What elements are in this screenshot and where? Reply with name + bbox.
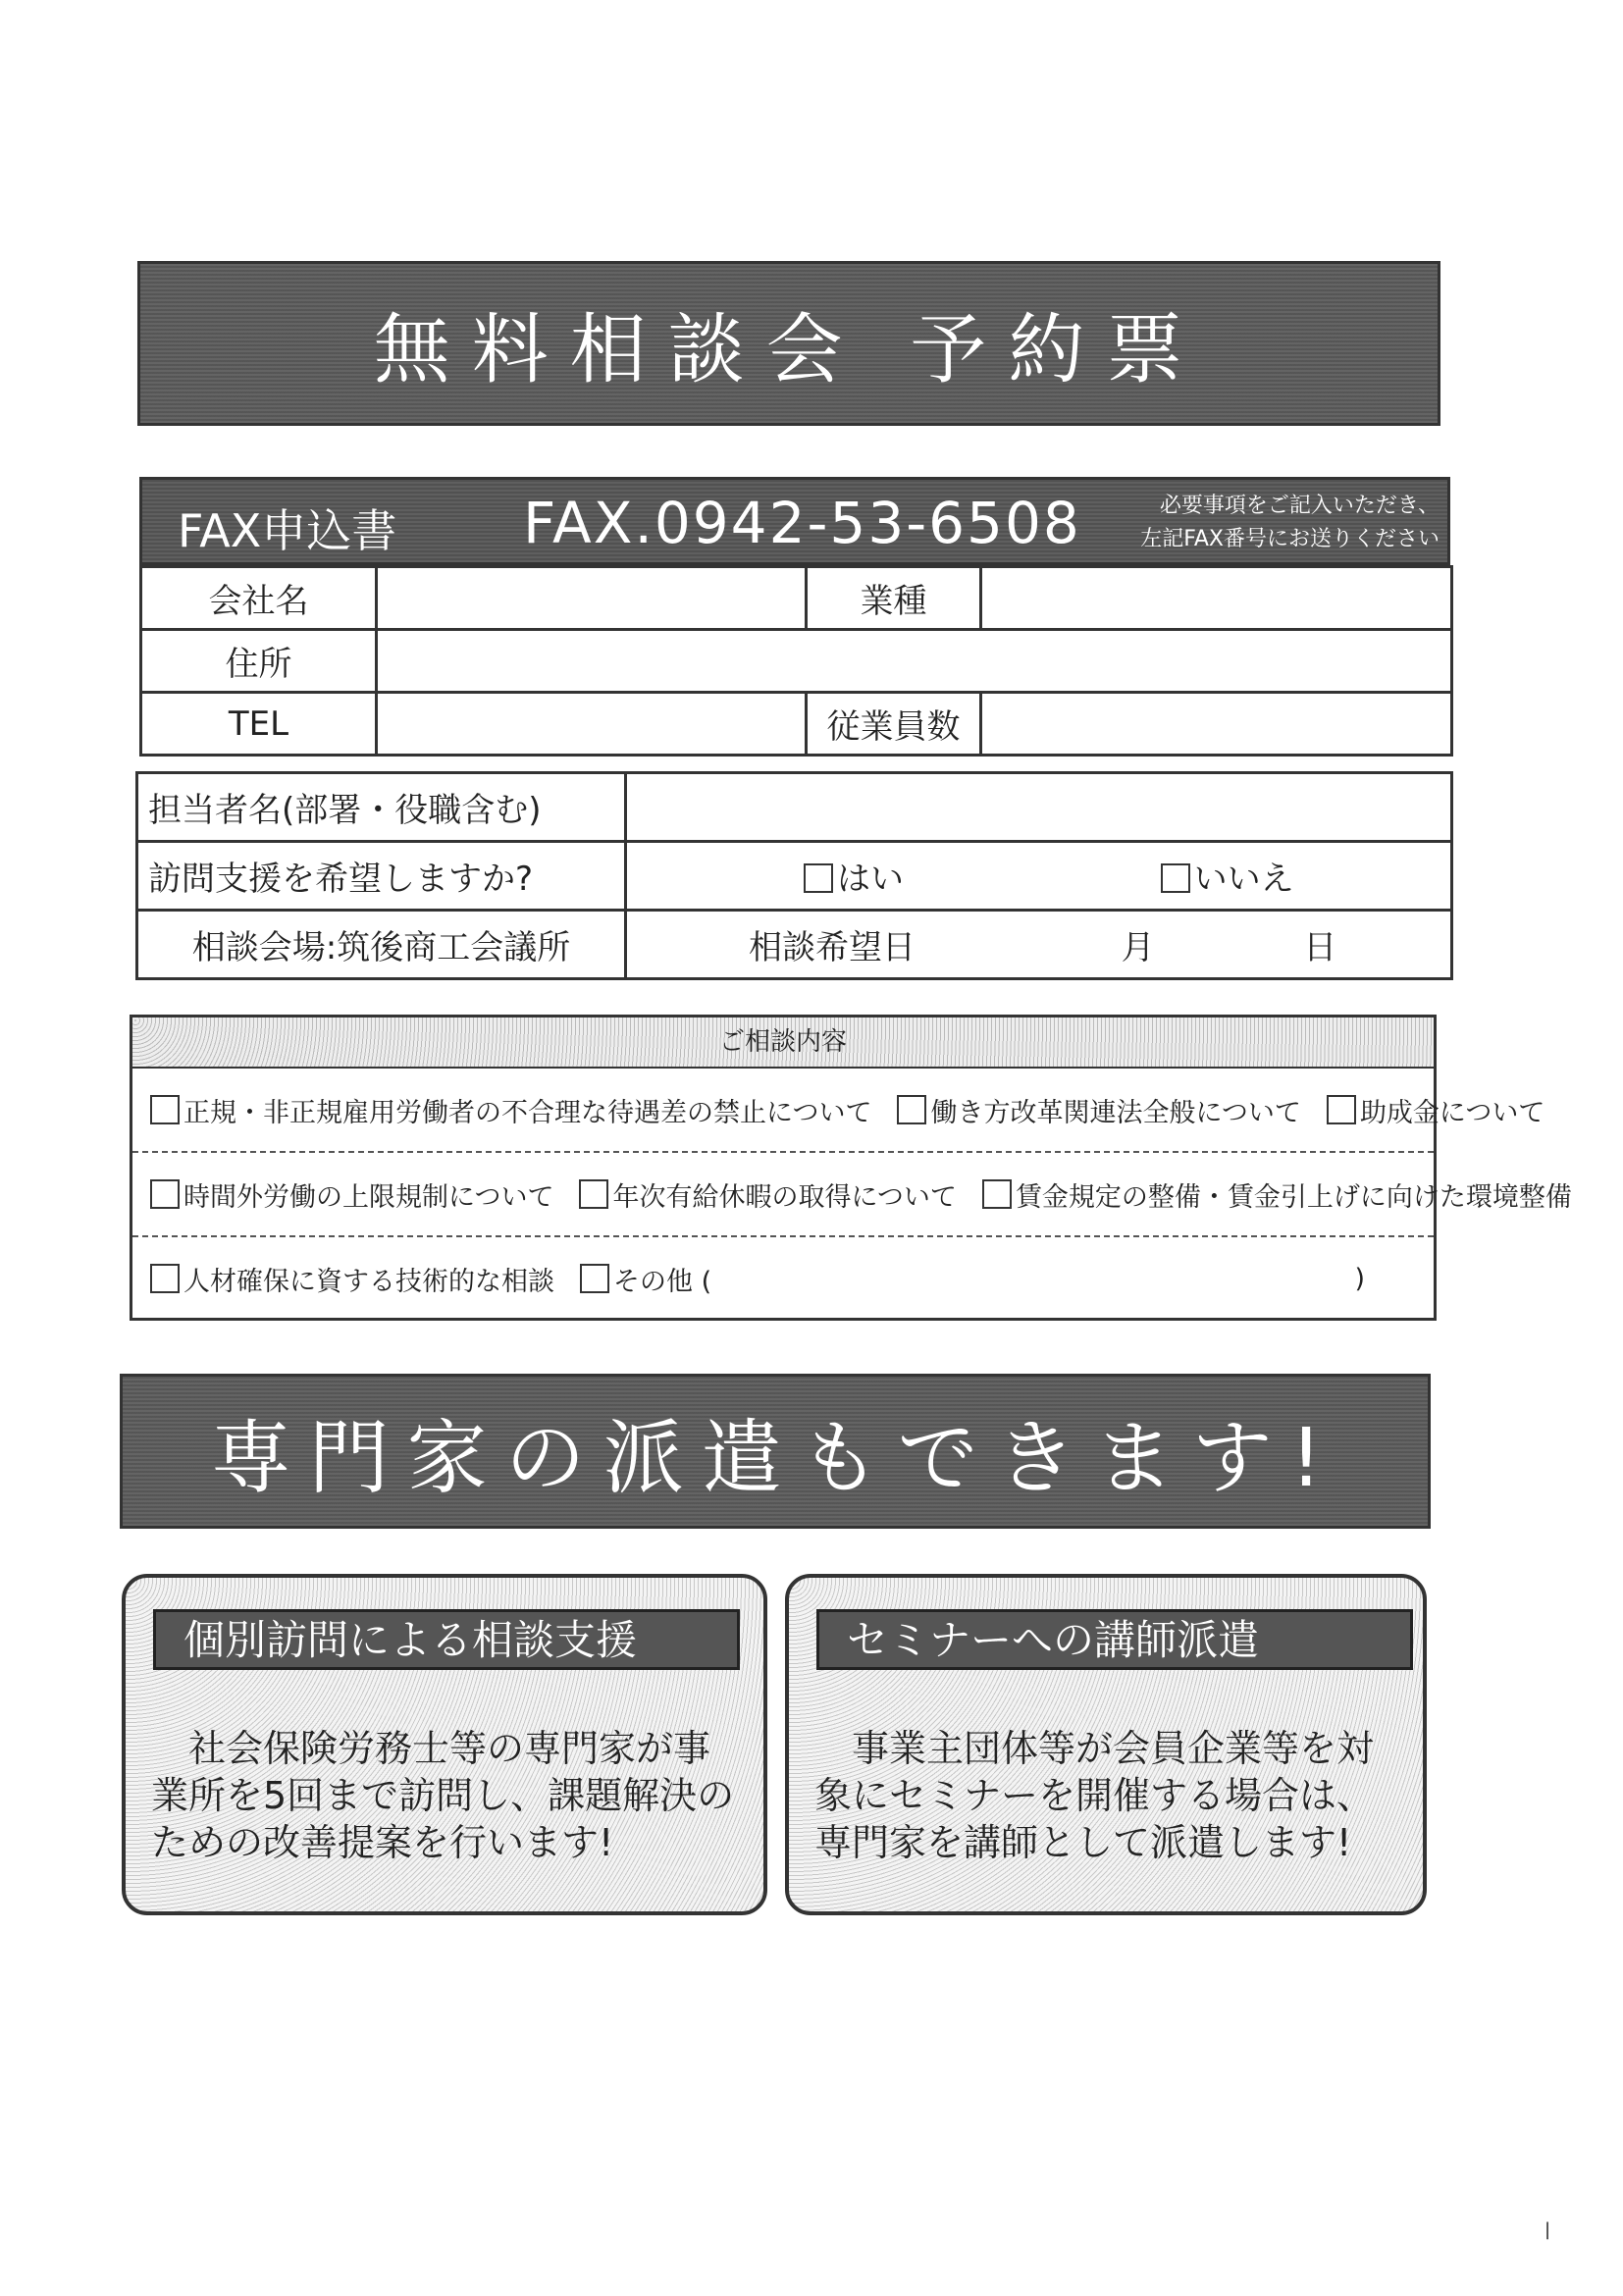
seminar-dispatch-card xyxy=(785,1574,1427,1915)
consult-option[interactable] xyxy=(150,1091,871,1129)
tel-field[interactable] xyxy=(377,693,807,756)
checkbox[interactable] xyxy=(897,1095,926,1124)
application-form-top xyxy=(139,565,1453,757)
page-title: 無料相談会 予約票 xyxy=(373,306,1205,394)
visit-support-card xyxy=(122,1574,767,1915)
checkbox[interactable] xyxy=(150,1095,180,1124)
visit-card-text: 社会保険労務士等の専門家が事業所を5回まで訪問し、課題解決のための改善提案を行います! xyxy=(151,1727,735,1864)
no-checkbox[interactable] xyxy=(1161,863,1190,893)
consult-option[interactable] xyxy=(897,1091,1300,1129)
visit-question: 訪問支援を希望しますか? xyxy=(137,842,626,911)
fax-note-line2: 左記FAX番号にお送りください xyxy=(1140,527,1440,551)
tel-row xyxy=(141,693,1452,756)
fax-instruction xyxy=(1140,490,1440,556)
consult-option[interactable] xyxy=(150,1260,554,1298)
option-label: 賃金規定の整備・賃金引上げに向けた環境整備 xyxy=(1015,1181,1572,1213)
address-label: 住所 xyxy=(141,630,377,693)
visit-card-title: 個別訪問による相談支援 xyxy=(153,1609,740,1670)
consult-option[interactable] xyxy=(982,1175,1572,1214)
checkbox[interactable] xyxy=(150,1179,180,1209)
other-close-paren: ) xyxy=(1354,1263,1365,1294)
seminar-card-title: セミナーへの講師派遣 xyxy=(816,1609,1413,1670)
dispatch-heading: 専門家の派遣もできます! xyxy=(210,1411,1340,1505)
employees-field[interactable] xyxy=(981,693,1452,756)
seminar-card-text: 事業主団体等が会員企業等を対象にセミナーを開催する場合は、専門家を講師として派遣します! xyxy=(814,1727,1375,1864)
contact-label: 担当者名(部署・役職含む) xyxy=(137,773,626,842)
fax-number: FAX.0942-53-6508 xyxy=(523,490,1081,556)
consult-option[interactable] xyxy=(1327,1091,1544,1129)
option-label: 年次有給休暇の取得について xyxy=(612,1181,957,1213)
consultation-heading: ご相談内容 xyxy=(132,1018,1434,1069)
address-row xyxy=(141,630,1452,693)
consult-option[interactable] xyxy=(150,1175,553,1214)
option-label: 人材確保に資する技術的な相談 xyxy=(183,1266,554,1297)
date-field[interactable] xyxy=(626,911,1452,979)
page-mark: | xyxy=(1544,2219,1551,2240)
day-label: 日 xyxy=(1303,928,1337,967)
option-label: その他 ( xyxy=(613,1266,712,1297)
option-label: 働き方改革関連法全般について xyxy=(930,1097,1301,1128)
contact-row xyxy=(137,773,1452,842)
company-label: 会社名 xyxy=(141,567,377,630)
month-label: 月 xyxy=(1121,928,1155,967)
visit-options xyxy=(626,842,1452,911)
consultation-row-2 xyxy=(132,1153,1572,1237)
no-label: いいえ xyxy=(1193,860,1294,899)
visit-row xyxy=(137,842,1452,911)
company-field[interactable] xyxy=(377,567,807,630)
date-label: 相談希望日 xyxy=(749,928,916,967)
industry-field[interactable] xyxy=(981,567,1452,630)
title-banner xyxy=(137,261,1440,426)
company-row xyxy=(141,567,1452,630)
consult-option-other[interactable] xyxy=(580,1260,711,1298)
employees-label: 従業員数 xyxy=(807,693,981,756)
consultation-box xyxy=(130,1015,1572,1321)
tel-label: TEL xyxy=(141,693,377,756)
checkbox[interactable] xyxy=(1327,1095,1356,1124)
option-label: 正規・非正規雇用労働者の不合理な待遇差の禁止について xyxy=(183,1097,872,1128)
yes-label: はい xyxy=(837,860,904,899)
option-label: 助成金について xyxy=(1359,1097,1545,1128)
address-field[interactable] xyxy=(377,630,1452,693)
checkbox[interactable] xyxy=(580,1264,609,1293)
fax-note-line1: 必要事項をご記入いただき、 xyxy=(1159,494,1440,518)
yes-checkbox[interactable] xyxy=(804,863,833,893)
contact-field[interactable] xyxy=(626,773,1452,842)
dispatch-banner xyxy=(120,1374,1431,1529)
consultation-row-1 xyxy=(132,1069,1545,1153)
industry-label: 業種 xyxy=(807,567,981,630)
application-form-bottom xyxy=(135,771,1453,980)
venue-row xyxy=(137,911,1452,979)
checkbox[interactable] xyxy=(982,1179,1012,1209)
consult-option[interactable] xyxy=(579,1175,956,1214)
option-label: 時間外労働の上限規制について xyxy=(183,1181,554,1213)
fax-header xyxy=(139,477,1450,565)
checkbox[interactable] xyxy=(150,1264,180,1293)
consultation-row-3 xyxy=(132,1237,1434,1320)
venue-label: 相談会場:筑後商工会議所 xyxy=(137,911,626,979)
fax-application-label: FAX申込書 xyxy=(178,504,397,557)
checkbox[interactable] xyxy=(579,1179,608,1209)
